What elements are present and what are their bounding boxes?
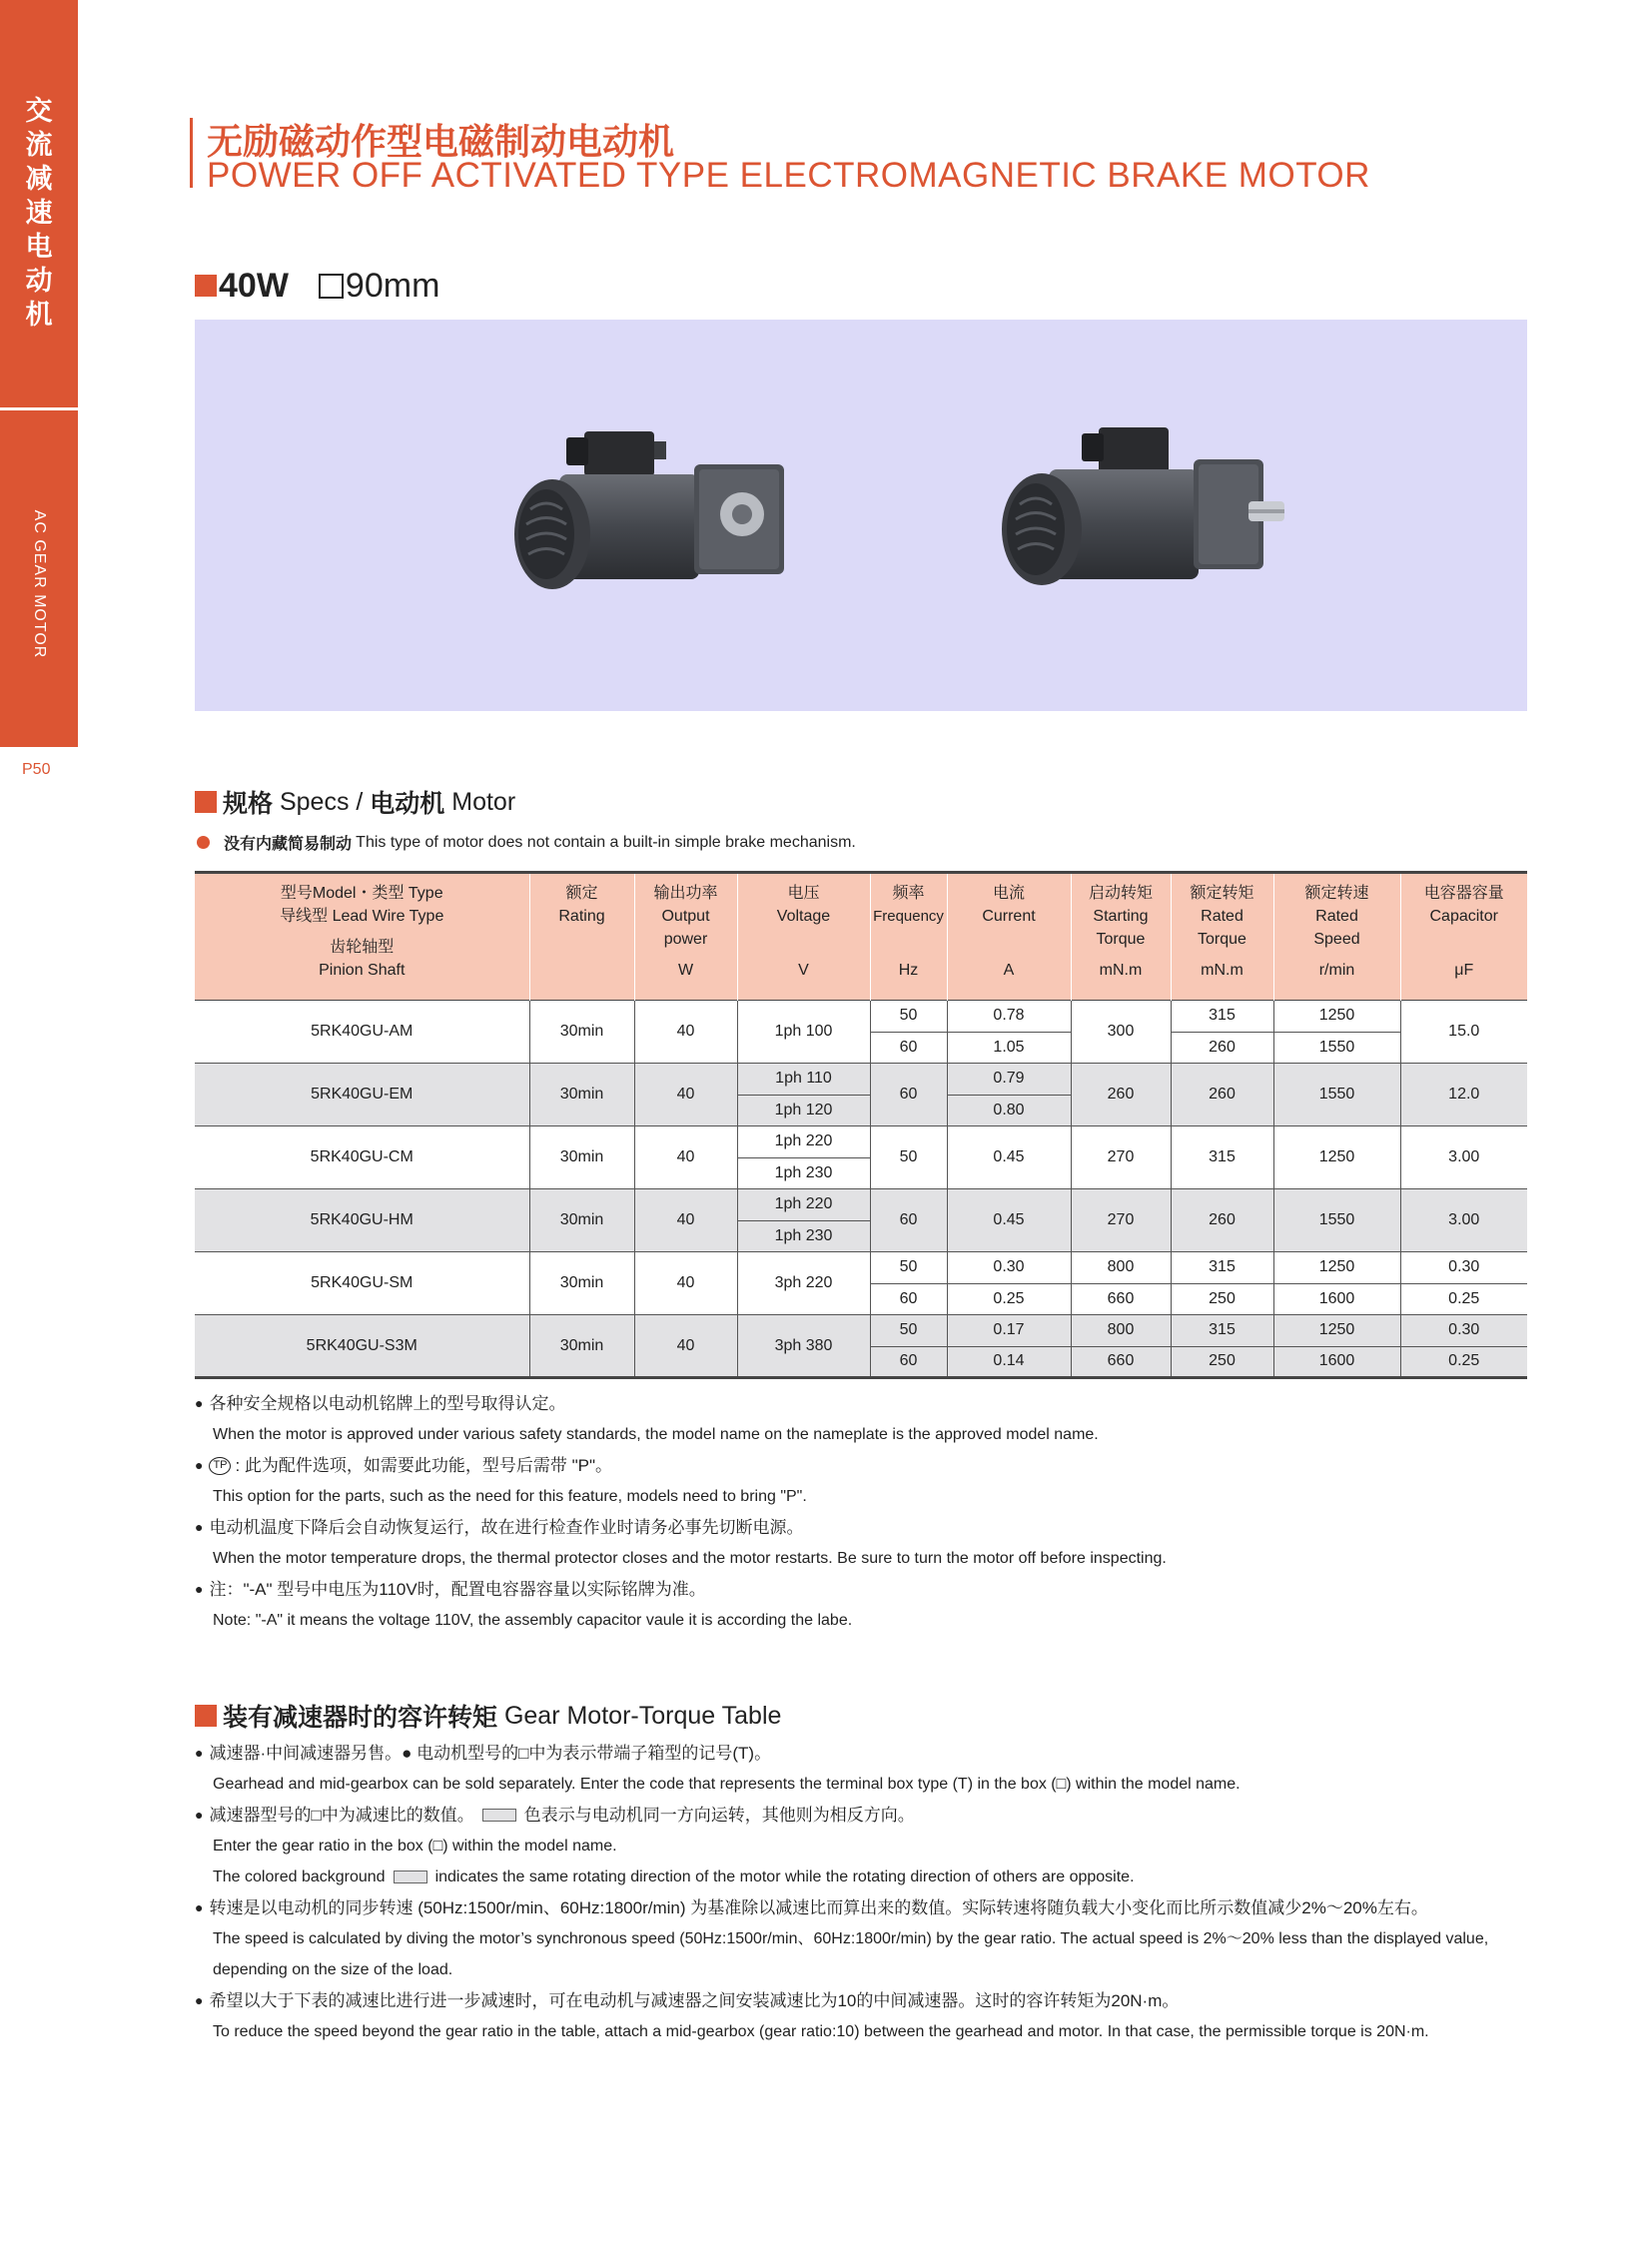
- header-unit: mN.m: [1201, 962, 1243, 979]
- side-char: 交: [25, 96, 53, 127]
- header-text: 额定: [565, 885, 598, 902]
- header-text: Speed: [1313, 931, 1360, 948]
- cell-starting-torque: 270: [1071, 1189, 1171, 1252]
- note-item: [195, 1738, 1573, 1769]
- cell-output: 40: [634, 1001, 737, 1064]
- cell-starting-torque: 300: [1071, 1001, 1171, 1064]
- cell-model: 5RK40GU-S3M: [195, 1315, 529, 1378]
- bullet-icon: ●: [195, 1395, 204, 1411]
- tp-option-icon: TP: [209, 1457, 231, 1475]
- header-text: power: [663, 931, 708, 948]
- cell-frequency: 60: [870, 1283, 947, 1315]
- cell-starting-torque: 800: [1071, 1252, 1171, 1284]
- table-header-row: [195, 873, 1527, 1001]
- bullet-icon: ●: [195, 1457, 204, 1473]
- motor-spec-table: [195, 871, 1527, 1379]
- cell-rated-torque: 315: [1171, 1252, 1273, 1284]
- header-text: 启动转矩: [1088, 885, 1153, 902]
- cell-rated-torque: 315: [1171, 1126, 1273, 1189]
- cell-voltage: 3ph 220: [737, 1252, 870, 1315]
- side-underline: [0, 744, 78, 747]
- note-en: The speed is calculated by diving the motor’s synchronous speed (50Hz:1500r/min、60Hz:1800r/min) by the gear ratio. The actual speed is 2%～20% less than the displayed value,: [213, 1930, 1489, 1947]
- cell-rated-speed: 1550: [1273, 1032, 1400, 1064]
- cell-voltage: 1ph 220: [737, 1126, 870, 1158]
- cell-model: 5RK40GU-CM: [195, 1126, 529, 1189]
- side-char: 动: [25, 266, 53, 297]
- header-text: 型号Model・类型 Type: [280, 885, 443, 902]
- header-unit: mN.m: [1099, 962, 1143, 979]
- cell-capacitor: 3.00: [1400, 1189, 1527, 1252]
- side-en-text: AC GEAR MOTOR: [31, 509, 48, 659]
- note-en: This option for the parts, such as the need for this feature, models need to bring "P".: [213, 1488, 807, 1505]
- cell-rated-speed: 1250: [1273, 1315, 1400, 1347]
- bullet-icon: ●: [195, 1899, 204, 1915]
- orange-dot-icon: [197, 836, 210, 849]
- brake-note-en: This type of motor does not contain a built-in simple brake mechanism.: [352, 833, 856, 851]
- cell-voltage: 1ph 230: [737, 1220, 870, 1252]
- cell-voltage: 1ph 120: [737, 1095, 870, 1126]
- table-row: [195, 1126, 1527, 1158]
- note-en: When the motor temperature drops, the thermal protector closes and the motor restarts. Be sure to turn the motor off before inspecting.: [213, 1550, 1167, 1567]
- table-row: [195, 1001, 1527, 1033]
- table-row: [195, 1252, 1527, 1284]
- spec-tag: [195, 268, 439, 304]
- header-text: Output: [661, 908, 710, 925]
- note-cn: 色表示与电动机同一方向运转，其他则为相反方向。: [523, 1806, 915, 1825]
- note-en-part: indicates the same rotating direction of the motor while the rotating direction of others are opposite.: [434, 1868, 1135, 1885]
- header-text: 额定转速: [1304, 885, 1369, 902]
- header-text: 电压: [787, 885, 820, 902]
- header-text: Capacitor: [1429, 908, 1498, 925]
- cell-rating: 30min: [529, 1189, 634, 1252]
- header-text: Rating: [558, 908, 605, 925]
- cell-capacitor: 0.25: [1400, 1283, 1527, 1315]
- cell-current: 0.45: [947, 1189, 1071, 1252]
- cell-current: 0.80: [947, 1095, 1071, 1126]
- cell-starting-torque: 800: [1071, 1315, 1171, 1347]
- specs-heading-en: Specs /: [273, 787, 371, 816]
- header-text: Current: [982, 908, 1036, 925]
- cell-voltage: 1ph 100: [737, 1001, 870, 1064]
- note-en: Enter the gear ratio in the box (□) within the model name.: [213, 1838, 617, 1855]
- note-item: [195, 1388, 1533, 1419]
- cell-model: 5RK40GU-SM: [195, 1252, 529, 1315]
- note-cn: 减速器型号的□中为减速比的数值。: [209, 1806, 474, 1825]
- header-text: 齿轮轴型: [330, 939, 395, 956]
- note-cn: 希望以大于下表的减速比进行进一步减速时，可在电动机与减速器之间安装减速比为10的中间减速器。这时的容许转矩为20N·m。: [209, 1991, 1180, 2010]
- header-text: 电容器容量: [1423, 885, 1504, 902]
- col-capacitor: [1400, 873, 1527, 1001]
- cell-current: 0.25: [947, 1283, 1071, 1315]
- col-voltage: [737, 873, 870, 1001]
- cell-rating: 30min: [529, 1252, 634, 1315]
- cell-output: 40: [634, 1189, 737, 1252]
- power-rating: 40W: [219, 266, 289, 305]
- cell-capacitor: 3.00: [1400, 1126, 1527, 1189]
- cell-rated-torque: 315: [1171, 1001, 1273, 1033]
- side-char: 减: [25, 164, 53, 195]
- cell-rated-speed: 1600: [1273, 1346, 1400, 1378]
- note-cn: 转速是以电动机的同步转速 (50Hz:1500r/min、60Hz:1800r/min) 为基准除以减速比而算出来的数值。实际转速将随负载大小变化而比所示数值减少2%～20%左右。: [209, 1898, 1428, 1917]
- cell-model: 5RK40GU-HM: [195, 1189, 529, 1252]
- side-tab-en-label: [22, 494, 56, 674]
- bullet-icon: ●: [195, 1807, 204, 1823]
- note-en: When the motor is approved under various safety standards, the model name on the nameplate is the approved model name.: [213, 1426, 1099, 1443]
- note-en: Gearhead and mid-gearbox can be sold separately. Enter the code that represents the terminal box type (T) in the box (□) within the model name.: [213, 1776, 1240, 1793]
- cell-rated-speed: 1250: [1273, 1001, 1400, 1033]
- cell-model: 5RK40GU-AM: [195, 1001, 529, 1064]
- orange-square-icon: [195, 275, 217, 297]
- side-char: 电: [25, 232, 53, 263]
- cell-voltage: 3ph 380: [737, 1315, 870, 1378]
- header-text: 频率: [892, 885, 925, 902]
- cell-rating: 30min: [529, 1126, 634, 1189]
- cell-current: 0.78: [947, 1001, 1071, 1033]
- cell-rated-speed: 1550: [1273, 1064, 1400, 1126]
- note-item: [195, 1892, 1573, 1923]
- note-item: [195, 1574, 1533, 1605]
- cell-frequency: 50: [870, 1315, 947, 1347]
- header-text: 导线型 Lead Wire Type: [280, 908, 444, 925]
- col-rated-torque: [1171, 873, 1273, 1001]
- side-divider: [0, 407, 78, 410]
- header-unit: Hz: [898, 962, 919, 979]
- cell-output: 40: [634, 1315, 737, 1378]
- bullet-icon: ●: [195, 1992, 204, 2008]
- color-swatch-icon: [482, 1809, 516, 1822]
- cell-rated-speed: 1250: [1273, 1126, 1400, 1189]
- cell-rated-torque: 250: [1171, 1283, 1273, 1315]
- bullet-icon: ●: [195, 1519, 204, 1535]
- specs-heading-cn: 规格: [223, 789, 274, 818]
- header-text: 额定转矩: [1190, 885, 1254, 902]
- cell-capacitor: 0.30: [1400, 1252, 1527, 1284]
- cell-output: 40: [634, 1064, 737, 1126]
- color-swatch-icon: [394, 1870, 427, 1883]
- col-model: [195, 873, 529, 1001]
- cell-current: 0.14: [947, 1346, 1071, 1378]
- col-current: [947, 873, 1071, 1001]
- cell-starting-torque: 270: [1071, 1126, 1171, 1189]
- bullet-icon: ●: [195, 1581, 204, 1597]
- orange-square-icon: [195, 791, 217, 813]
- cell-rated-torque: 315: [1171, 1315, 1273, 1347]
- title-accent-bar: [190, 118, 193, 188]
- cell-output: 40: [634, 1126, 737, 1189]
- gear-heading-cn: 装有减速器时的容许转矩: [223, 1703, 498, 1732]
- cell-capacitor: 0.30: [1400, 1315, 1527, 1347]
- cell-rated-speed: 1250: [1273, 1252, 1400, 1284]
- cell-output: 40: [634, 1252, 737, 1315]
- orange-square-icon: [195, 1705, 217, 1727]
- cell-frequency: 60: [870, 1189, 947, 1252]
- side-tab: [0, 0, 78, 744]
- specs-heading: [195, 784, 515, 820]
- motor-image-left: [504, 419, 794, 619]
- cell-model: 5RK40GU-EM: [195, 1064, 529, 1126]
- cell-rated-torque: 250: [1171, 1346, 1273, 1378]
- brake-note: [197, 831, 856, 854]
- cell-rating: 30min: [529, 1064, 634, 1126]
- cell-capacitor: 0.25: [1400, 1346, 1527, 1378]
- product-photo-panel: [195, 320, 1527, 711]
- cell-current: 1.05: [947, 1032, 1071, 1064]
- header-text: Rated: [1315, 908, 1358, 925]
- note-cn: 电动机温度下降后会自动恢复运行，故在进行检查作业时请务必事先切断电源。: [209, 1518, 804, 1537]
- gear-heading-en: Gear Motor-Torque Table: [497, 1701, 782, 1730]
- note-cn: 注："-A" 型号中电压为110V时，配置电容器容量以实际铭牌为准。: [209, 1580, 706, 1599]
- page-title-cn: 无励磁动作型电磁制动电动机: [207, 122, 675, 163]
- page-title-en: POWER OFF ACTIVATED TYPE ELECTROMAGNETIC BRAKE MOTOR: [207, 156, 1370, 195]
- header-text: Pinion Shaft: [319, 962, 406, 979]
- cell-frequency: 60: [870, 1032, 947, 1064]
- cell-frequency: 50: [870, 1126, 947, 1189]
- col-rated-speed: [1273, 873, 1400, 1001]
- motor-heading-en: Motor: [444, 787, 516, 816]
- table-row: [195, 1064, 1527, 1096]
- cell-frequency: 60: [870, 1346, 947, 1378]
- cell-current: 0.30: [947, 1252, 1071, 1284]
- cell-capacitor: 15.0: [1400, 1001, 1527, 1064]
- side-tab-cn-label: [0, 95, 78, 333]
- header-unit: r/min: [1318, 962, 1355, 979]
- side-char: 流: [25, 130, 53, 161]
- cell-rated-torque: 260: [1171, 1032, 1273, 1064]
- note-en: depending on the size of the load.: [213, 1961, 453, 1978]
- note-item: [195, 1800, 1573, 1831]
- cell-voltage: 1ph 110: [737, 1064, 870, 1096]
- brake-note-cn: 没有内藏简易制动: [224, 834, 353, 853]
- cell-starting-torque: 260: [1071, 1064, 1171, 1126]
- spec-notes: [195, 1388, 1533, 1636]
- table-row: [195, 1315, 1527, 1347]
- header-text: Torque: [1198, 931, 1246, 948]
- header-unit: W: [677, 962, 694, 979]
- cell-current: 0.17: [947, 1315, 1071, 1347]
- header-unit: μF: [1454, 962, 1474, 979]
- cell-rated-speed: 1600: [1273, 1283, 1400, 1315]
- note-item: [195, 1985, 1573, 2016]
- note-item: [195, 1450, 1533, 1481]
- header-unit: A: [1003, 962, 1015, 979]
- cell-rated-torque: 260: [1171, 1064, 1273, 1126]
- gear-notes: [195, 1738, 1573, 2047]
- header-text: Rated: [1201, 908, 1243, 925]
- cell-rating: 30min: [529, 1315, 634, 1378]
- motor-image-right: [994, 419, 1293, 619]
- square-outline-icon: [319, 274, 344, 299]
- note-en: To reduce the speed beyond the gear ratio in the table, attach a mid-gearbox (gear ratio:10) between the gearhead and motor. In that case, the permissible torque is 20N·m.: [213, 2023, 1429, 2040]
- cell-current: 0.45: [947, 1126, 1071, 1189]
- header-text: 电流: [992, 885, 1025, 902]
- side-char: 机: [25, 300, 53, 331]
- cell-capacitor: 12.0: [1400, 1064, 1527, 1126]
- cell-frequency: 50: [870, 1252, 947, 1284]
- cell-starting-torque: 660: [1071, 1346, 1171, 1378]
- note-item: [195, 1512, 1533, 1543]
- col-starting-torque: [1071, 873, 1171, 1001]
- frame-size: 90mm: [345, 266, 440, 305]
- table-row: [195, 1189, 1527, 1221]
- cell-rated-speed: 1550: [1273, 1189, 1400, 1252]
- header-text: Frequency: [873, 908, 944, 925]
- page-number: P50: [22, 761, 51, 778]
- cell-frequency: 60: [870, 1064, 947, 1126]
- motor-heading-cn: 电动机: [370, 789, 445, 818]
- note-en-part: The colored background: [213, 1868, 386, 1885]
- cell-frequency: 50: [870, 1001, 947, 1033]
- note-en: Note: "-A" it means the voltage 110V, the assembly capacitor vaule it is according the labe.: [213, 1612, 853, 1629]
- note-en: [195, 1862, 1573, 1892]
- note-cn: : 此为配件选项，如需要此功能，型号后需带 "P"。: [235, 1456, 613, 1475]
- header-text: Torque: [1096, 931, 1146, 948]
- header-text: Starting: [1093, 908, 1149, 925]
- header-text: Voltage: [776, 908, 831, 925]
- col-output: [634, 873, 737, 1001]
- col-rating: [529, 873, 634, 1001]
- bullet-icon: ●: [195, 1745, 204, 1761]
- note-cn: 减速器·中间减速器另售。● 电动机型号的□中为表示带端子箱型的记号(T)。: [209, 1744, 772, 1763]
- note-cn: 各种安全规格以电动机铭牌上的型号取得认定。: [209, 1394, 566, 1413]
- col-frequency: [870, 873, 947, 1001]
- cell-current: 0.79: [947, 1064, 1071, 1096]
- cell-rating: 30min: [529, 1001, 634, 1064]
- cell-voltage: 1ph 230: [737, 1157, 870, 1189]
- side-char: 速: [25, 198, 53, 229]
- cell-voltage: 1ph 220: [737, 1189, 870, 1221]
- header-unit: V: [798, 962, 809, 979]
- cell-starting-torque: 660: [1071, 1283, 1171, 1315]
- gear-heading: [195, 1698, 781, 1734]
- header-text: 输出功率: [653, 885, 718, 902]
- cell-rated-torque: 260: [1171, 1189, 1273, 1252]
